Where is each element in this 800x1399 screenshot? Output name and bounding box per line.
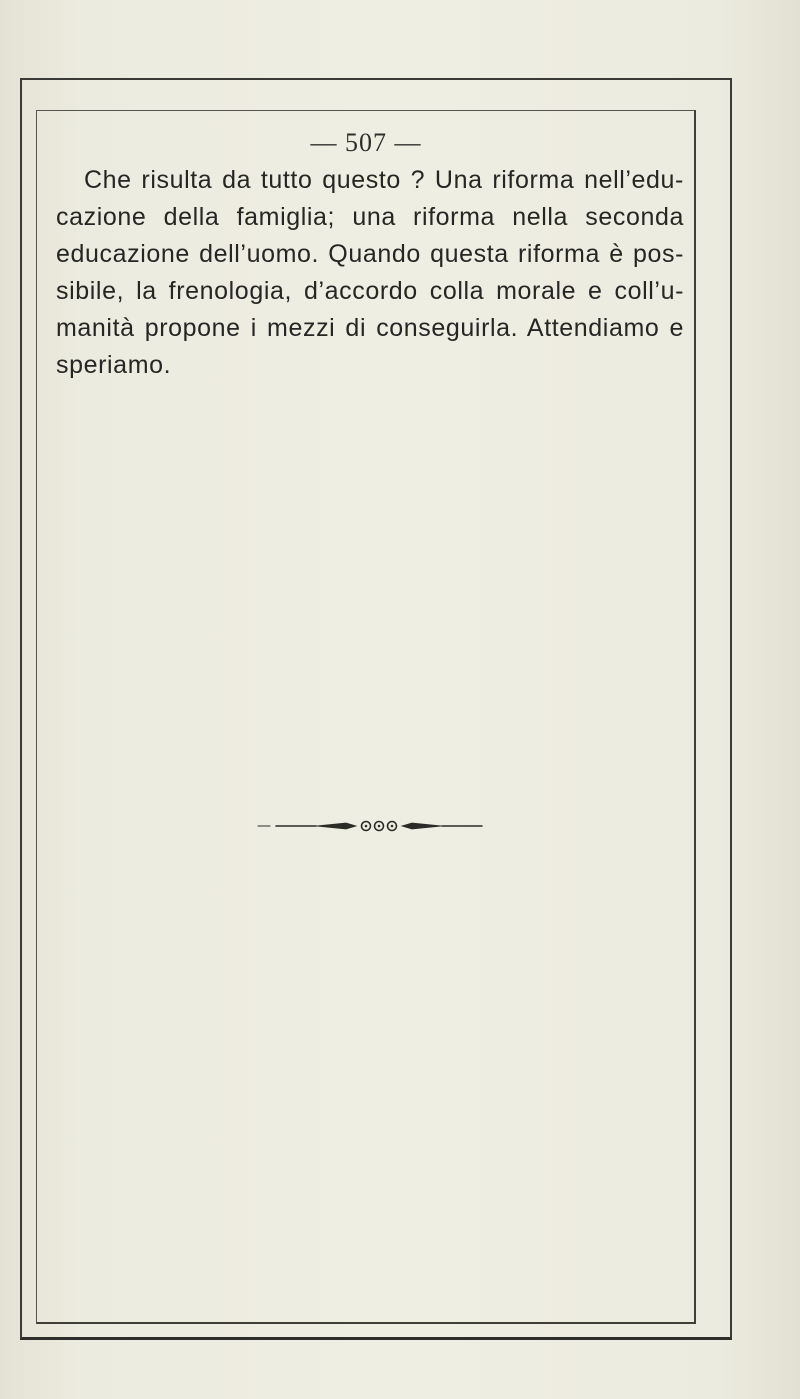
text-line: sibile, la frenologia, d’accordo colla morale e coll’u-	[56, 277, 684, 305]
text-line: manità propone i mezzi di conseguirla. Attendiamo e	[56, 314, 684, 342]
body-text	[56, 162, 684, 384]
tailpiece-ornament	[256, 814, 486, 838]
text-line: speriamo.	[56, 351, 172, 379]
text-line: Che risulta da tutto questo ? Una riforma nell’edu-	[84, 166, 684, 194]
text-line: educazione dell’uomo. Quando questa riforma è pos-	[56, 240, 684, 268]
page-number: — 507 —	[310, 128, 422, 157]
text-line: cazione della famiglia; una riforma nella seconda	[56, 203, 684, 231]
